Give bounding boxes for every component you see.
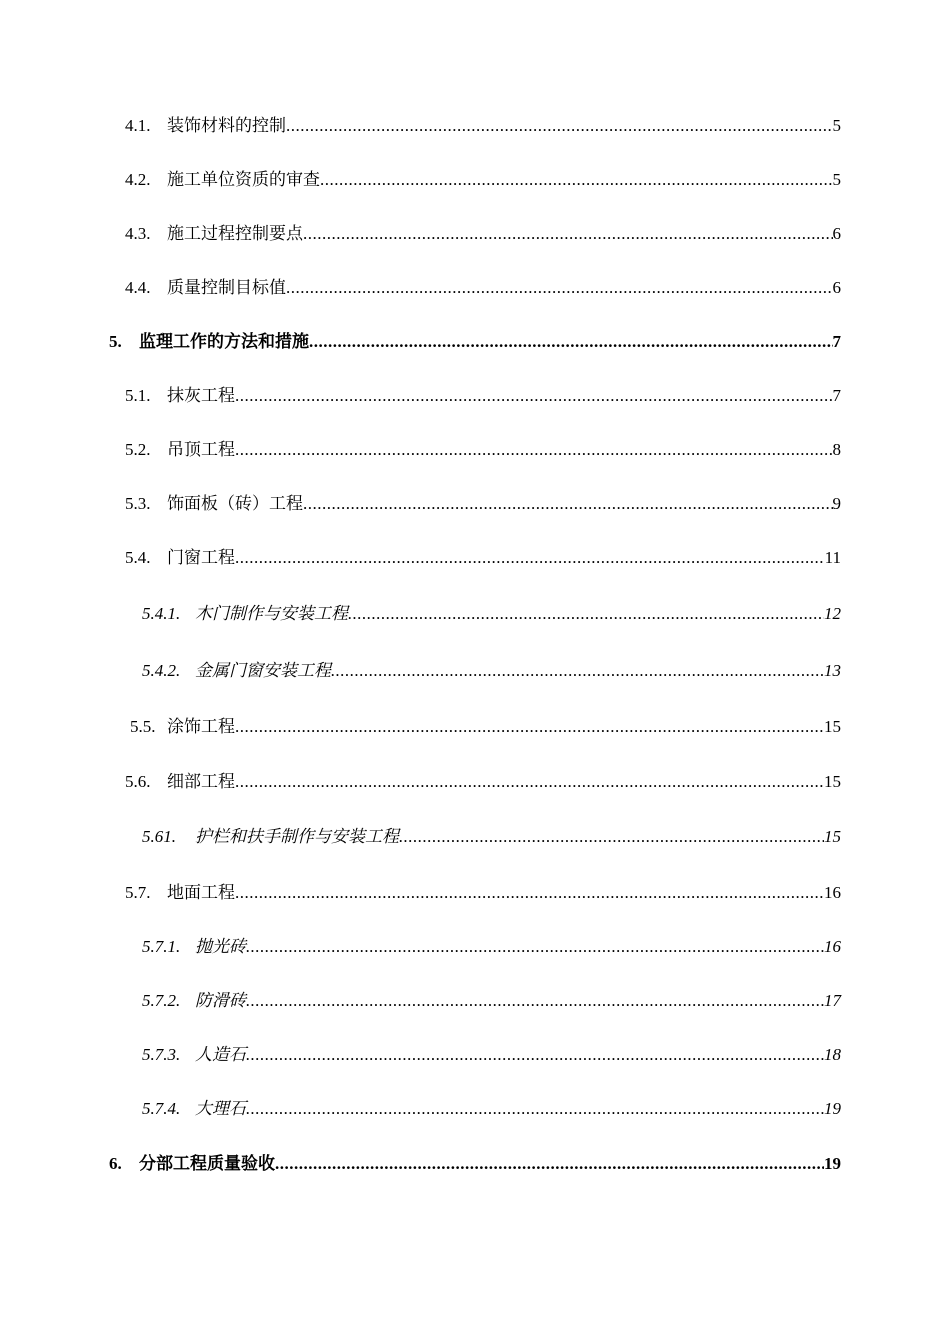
toc-entry-page: 7 (832, 332, 841, 351)
toc-entry-5-4-1[interactable] (142, 603, 841, 625)
toc-entry-page: 12 (824, 604, 841, 623)
toc-leader-dots (348, 603, 824, 625)
toc-entry-page: 7 (832, 386, 841, 405)
toc-entry-title: 防滑砖 (195, 991, 246, 1010)
toc-entry-page: 16 (824, 937, 841, 956)
toc-entry-title: 饰面板（砖）工程 (167, 494, 303, 513)
toc-entry-number: 5.5. (130, 717, 156, 736)
toc-entry-number: 5.4.2. (142, 661, 181, 680)
toc-entry-title: 木门制作与安装工程 (195, 604, 348, 623)
toc-leader-dots (246, 1044, 824, 1066)
toc-entry-page: 17 (824, 991, 841, 1010)
toc-entry-title: 大理石 (195, 1099, 246, 1118)
toc-entry-5-7-4[interactable] (142, 1098, 841, 1120)
toc-entry-title: 抛光砖 (195, 937, 246, 956)
toc-entry-5-4[interactable] (125, 547, 841, 569)
toc-entry-number: 4.4. (125, 278, 151, 297)
toc-leader-dots (286, 115, 833, 137)
toc-entry-4-4[interactable] (125, 277, 841, 299)
toc-entry-5-7-1[interactable] (142, 936, 841, 958)
toc-entry-5-7[interactable] (125, 882, 841, 904)
toc-entry-5-3[interactable] (125, 493, 841, 515)
toc-entry-page: 19 (824, 1099, 841, 1118)
toc-entry-title: 质量控制目标值 (167, 278, 286, 297)
toc-entry-number: 5.4.1. (142, 604, 181, 623)
toc-entry-page: 15 (824, 772, 841, 791)
toc-leader-dots (246, 936, 824, 958)
toc-entry-4-3[interactable] (125, 223, 841, 245)
toc-entry-number: 4.2. (125, 170, 151, 189)
toc-leader-dots (303, 493, 833, 515)
toc-entry-number: 4.3. (125, 224, 151, 243)
toc-entry-page: 19 (824, 1154, 841, 1173)
toc-entry-number: 5.1. (125, 386, 151, 405)
toc-entry-number: 5. (109, 332, 122, 351)
toc-entry-title: 地面工程 (167, 883, 235, 902)
toc-leader-dots (331, 660, 824, 682)
toc-entry-number: 5.7.4. (142, 1099, 181, 1118)
toc-entry-number: 5.4. (125, 548, 151, 567)
toc-entry-title: 金属门窗安装工程 (195, 661, 331, 680)
toc-entry-number: 4.1. (125, 116, 151, 135)
toc-entry-number: 5.3. (125, 494, 151, 513)
toc-entry-title: 涂饰工程 (167, 717, 235, 736)
toc-entry-number: 5.7.3. (142, 1045, 181, 1064)
toc-entry-page: 11 (824, 548, 841, 567)
toc-entry-title: 细部工程 (167, 772, 235, 791)
toc-leader-dots (303, 223, 833, 245)
toc-entry-title: 施工单位资质的审查 (167, 170, 320, 189)
toc-leader-dots (235, 882, 824, 904)
toc-entry-page: 16 (824, 883, 841, 902)
toc-entry-number: 5.7.1. (142, 937, 181, 956)
toc-entry-5-6[interactable] (125, 771, 841, 793)
toc-leader-dots (235, 716, 824, 738)
toc-entry-5-7-3[interactable] (142, 1044, 841, 1066)
toc-entry-title: 护栏和扶手制作与安装工程 (195, 827, 399, 846)
toc-entry-4-1[interactable] (125, 115, 841, 137)
toc-entry-5-5[interactable] (130, 716, 841, 738)
toc-entry-number: 6. (109, 1154, 122, 1173)
toc-entry-5[interactable] (109, 331, 841, 353)
toc-entry-5-7-2[interactable] (142, 990, 841, 1012)
toc-entry-5-1[interactable] (125, 385, 841, 407)
toc-leader-dots (320, 169, 833, 191)
toc-entry-5-4-2[interactable] (142, 660, 841, 682)
toc-leader-dots (235, 439, 833, 461)
toc-entry-page: 6 (832, 278, 841, 297)
toc-entry-page: 15 (824, 827, 841, 846)
toc-entry-title: 施工过程控制要点 (167, 224, 303, 243)
toc-leader-dots (235, 547, 825, 569)
toc-entry-title: 装饰材料的控制 (167, 116, 286, 135)
toc-leader-dots (286, 277, 833, 299)
toc-entry-title: 门窗工程 (167, 548, 235, 567)
toc-entry-title: 分部工程质量验收 (139, 1154, 275, 1173)
toc-entry-title: 吊顶工程 (167, 440, 235, 459)
toc-entry-page: 18 (824, 1045, 841, 1064)
toc-entry-title: 人造石 (195, 1045, 246, 1064)
toc-entry-page: 5 (832, 116, 841, 135)
toc-leader-dots (399, 826, 824, 848)
toc-leader-dots (246, 1098, 824, 1120)
toc-entry-5-2[interactable] (125, 439, 841, 461)
toc-entry-title: 监理工作的方法和措施 (139, 332, 309, 351)
toc-leader-dots (309, 331, 833, 353)
toc-entry-page: 15 (824, 717, 841, 736)
toc-entry-page: 9 (832, 494, 841, 513)
toc-entry-page: 8 (832, 440, 841, 459)
toc-entry-number: 5.6. (125, 772, 151, 791)
toc-entry-number: 5.2. (125, 440, 151, 459)
toc-entry-page: 5 (832, 170, 841, 189)
toc-leader-dots (235, 385, 833, 407)
toc-entry-title: 抹灰工程 (167, 386, 235, 405)
toc-entry-6[interactable] (109, 1153, 841, 1175)
toc-entry-number: 5.61. (142, 827, 176, 846)
toc-entry-5-6-1[interactable] (142, 826, 841, 848)
toc-entry-page: 13 (824, 661, 841, 680)
toc-entry-number: 5.7. (125, 883, 151, 902)
toc-leader-dots (275, 1153, 824, 1175)
toc-entry-number: 5.7.2. (142, 991, 181, 1010)
toc-leader-dots (235, 771, 824, 793)
toc-leader-dots (246, 990, 824, 1012)
toc-entry-page: 6 (832, 224, 841, 243)
toc-entry-4-2[interactable] (125, 169, 841, 191)
